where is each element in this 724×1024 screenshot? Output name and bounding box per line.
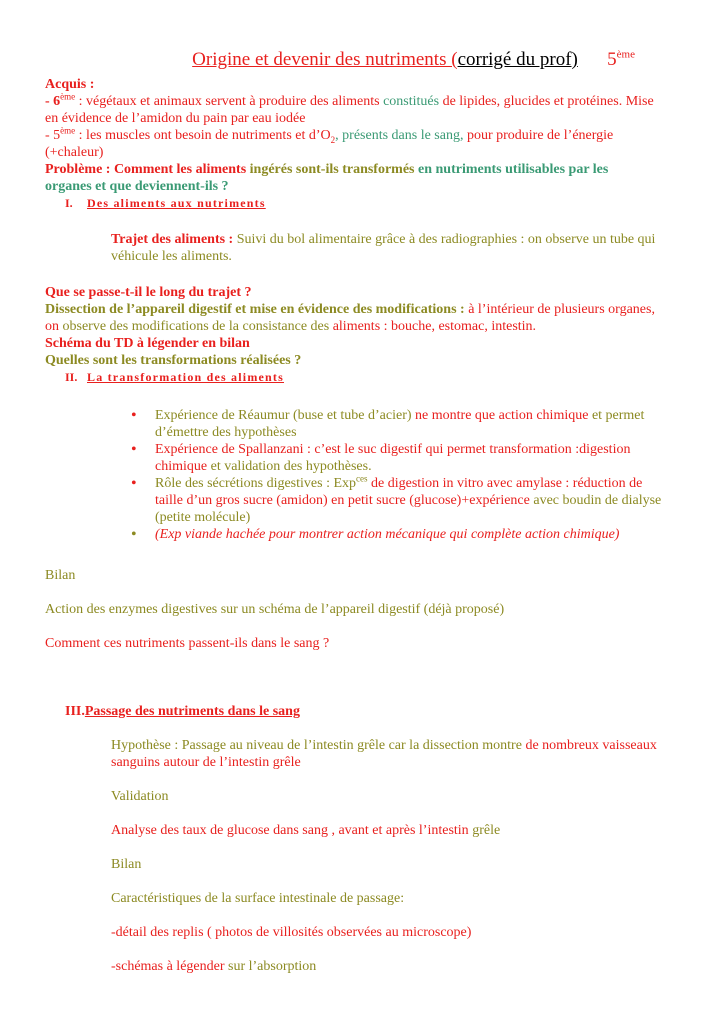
que-se-passe: Que se passe-t-il le long du trajet ? [45, 285, 252, 300]
dissection-line1: Dissection de l’appareil digestif et mise en évidence des modifications : à l’intérieur de plusieurs organes, [45, 302, 655, 317]
list-item: • Rôle des sécrétions digestives : Exp$^{ces}$ de digestion in vitro avec amylase : réduction de taille d’un gros sucre (amidon) en petit sucre (glucose)+expérience avec boudin de dialyse (petite molécule) [131, 473, 662, 525]
title-part2: corrigé du prof) [457, 49, 578, 70]
section-2-heading: II. La transformation des aliments [65, 370, 284, 384]
analyse: Analyse des taux de glucose dans sang , avant et après l’intestin grêle [111, 823, 501, 838]
experiences-list [131, 407, 685, 543]
hypothese-line2: sanguins autour de l’intestin grêle [111, 755, 301, 770]
grade-level: 5ème [607, 48, 635, 70]
comment-passent: Comment ces nutriments passent-ils dans le sang ? [45, 636, 330, 651]
dissection-line2: on observe des modifications de la consistance des aliments : bouche, estomac, intestin. [45, 319, 537, 334]
probleme: Problème : Comment les aliments ingérés sont-ils transformés en nutriments utilisables par les [45, 162, 609, 177]
detail-replis: -détail des replis ( photos de villosités observées au microscope) [111, 925, 472, 940]
caracteristiques: Caractéristiques de la surface intestinale de passage: [111, 891, 405, 906]
page-title [85, 48, 685, 72]
quelles-transformations: Quelles sont les transformations réalisées ? [45, 353, 302, 368]
probleme-cont: organes et que deviennent-ils ? [45, 179, 229, 194]
action-enzymes: Action des enzymes digestives sur un schéma de l’appareil digestif (déjà proposé) [45, 602, 505, 617]
list-item: • Expérience de Réaumur (buse et tube d’acier) ne montre que action chimique et permet d’émettre des hypothèses [131, 407, 645, 440]
bilan-1: Bilan [45, 568, 76, 583]
acquis-line1: - 6ème : végétaux et animaux servent à produire des aliments constitués de lipides, glucides et protéines. Mise [45, 91, 654, 109]
schemas-legender: -schémas à légender sur l’absorption [111, 959, 317, 974]
list-item: • (Exp viande hachée pour montrer action mécanique qui complète action chimique) [131, 526, 620, 543]
trajet-line1: Trajet des aliments : Suivi du bol alimentaire grâce à des radiographies : on observe un tube qui [111, 232, 656, 247]
section-3-heading: III.Passage des nutriments dans le sang [65, 704, 300, 719]
schema-td: Schéma du TD à légender en bilan [45, 336, 250, 351]
acquis-line4: (+chaleur) [45, 145, 104, 160]
validation: Validation [111, 789, 169, 804]
list-item: • Expérience de Spallanzani : c’est le suc digestif qui permet transformation :digestion chimique et validation des hypothèses. [131, 441, 631, 474]
acquis-label: Acquis : [45, 77, 95, 92]
acquis-line3: - 5ème : les muscles ont besoin de nutriments et $d’O_2$, présents dans le sang, pour produire de l’énergie [45, 125, 614, 145]
hypothese-line1: Hypothèse : Passage au niveau de l’intestin grêle car la dissection montre de nombreux vaisseaux [111, 738, 657, 753]
bilan-2: Bilan [111, 857, 142, 872]
document-page [45, 48, 685, 975]
trajet-line2: véhicule les aliments. [111, 249, 232, 264]
title-part1: Origine et devenir des nutriments ( [192, 49, 458, 70]
acquis-line2: en évidence de l’amidon du pain par eau iodée [45, 111, 306, 126]
section-1-heading: I. Des aliments aux nutriments [65, 196, 266, 210]
